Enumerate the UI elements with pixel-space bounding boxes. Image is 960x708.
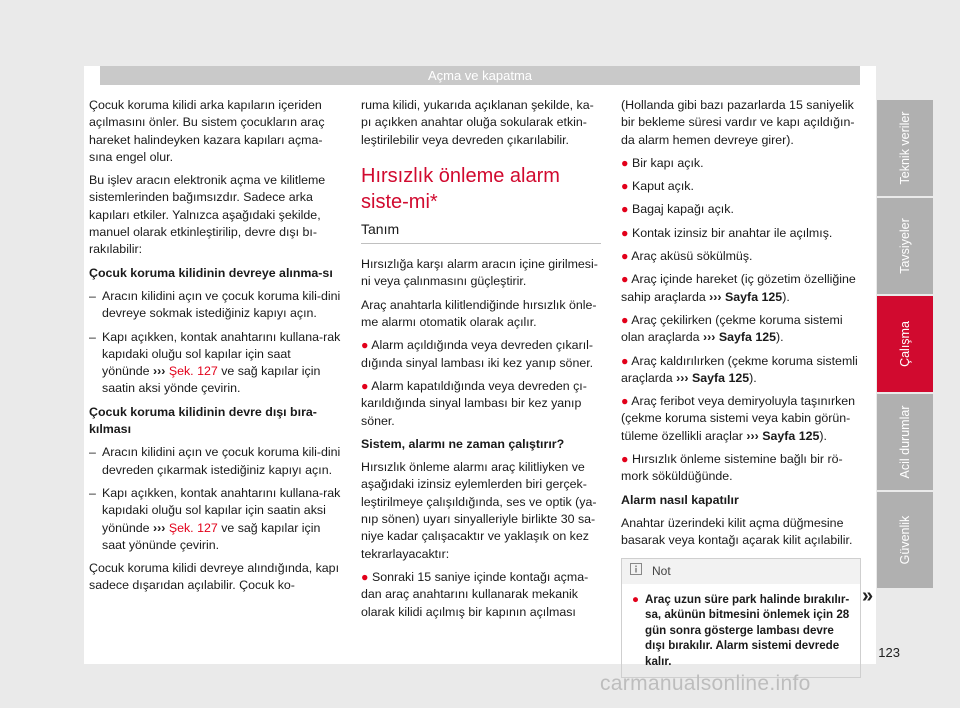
bullet-item: ● Araç aküsü sökülmüş. <box>621 249 753 264</box>
bullet-icon: ● <box>621 249 629 264</box>
step-item: – Kapı açıkken, kontak anahtarını kullana-rak kapıdaki oluğu sol kapılar için saat yönünde ››› Şek. 127 ve sağ kapılar için saatin aksi yönde çevirin. <box>89 329 341 396</box>
figure-link[interactable]: Şek. 127 <box>168 520 218 535</box>
bullet-item: ● Bagaj kapağı açık. <box>621 202 734 217</box>
tab-advice[interactable]: Tavsiyeler <box>877 198 933 294</box>
bullet-icon: ● <box>632 592 640 606</box>
figure-link[interactable]: Şek. 127 <box>168 364 218 379</box>
bullet-item: ● Araç feribot veya demiryoluyla taşınırken (çekme koruma sistemi veya kabin görün-tüleme özellikli araçlar ››› Sayfa 125). <box>621 394 856 443</box>
bullet-item: ● Bir kapı açık. <box>621 155 704 170</box>
reference-arrow-icon: ››› <box>676 370 689 385</box>
bullet-item: ● Araç içinde hareket (iç gözetim özelliğine sahip araçlarda ››› Sayfa 125). <box>621 272 856 304</box>
reference-arrow-icon: ››› <box>702 330 716 345</box>
paragraph: Bu işlev aracın elektronik açma ve kilitleme sistemlerinden bağımsızdır. Sadece arka kapıları etkiler. Yalnızca aşağıdaki şekilde, manuel olarak etkinleştirilip, devre dışı bı-rakılabilir: <box>89 173 326 257</box>
bullet-icon: ● <box>361 338 369 353</box>
bullet-icon: ● <box>621 353 629 368</box>
subheading: Çocuk koruma kilidinin devreye alınma-sı <box>89 265 333 280</box>
column-1 <box>89 97 341 601</box>
step-item: – Kapı açıkken, kontak anahtarını kullana-rak kapıdaki oluğu sol kapılar için saatin aksi yönünde ››› Şek. 127 ve sağ kapılar için saat yönünde çevirin. <box>89 485 341 552</box>
page-link[interactable]: Sayfa 125 <box>725 289 783 304</box>
page-link[interactable]: Sayfa 125 <box>718 330 776 345</box>
paragraph: Çocuk koruma kilidi devreye alındığında, kapı sadece dışarıdan açılabilir. Çocuk ko- <box>89 561 340 593</box>
info-icon <box>630 563 642 580</box>
bullet-icon: ● <box>621 155 629 170</box>
bullet-icon: ● <box>621 452 629 467</box>
column-3 <box>621 97 861 678</box>
bullet-item: ● Hırsızlık önleme sistemine bağlı bir rö-mork söküldüğünde. <box>621 452 843 484</box>
bullet-icon: ● <box>621 272 629 287</box>
subheading: Sistem, alarmı ne zaman çalıştırır? <box>361 436 565 451</box>
bullet-icon: ● <box>621 312 629 327</box>
bullet-icon: ● <box>361 378 369 393</box>
bullet-icon: ● <box>361 569 369 584</box>
subheading: Alarm nasıl kapatılır <box>621 492 739 507</box>
page-link[interactable]: Sayfa 125 <box>762 428 820 443</box>
bullet-item: ● Araç kaldırılırken (çekme koruma sistemli araçlarda ››› Sayfa 125). <box>621 353 858 385</box>
note-body <box>622 584 860 678</box>
bullet-icon: ● <box>621 179 629 194</box>
note-box <box>621 558 861 679</box>
paragraph: Hırsızlık önleme alarmı araç kilitliyken ve aşağıdaki izinsiz eylemlerden biri gerçek-leştirilmeye çalışıldığında, ses ve optik (ya-nıp sönen) uyarı sinyalleriyle birlikte 30 sa-niye kadar çalışacaktır ve yaklaşık on kez tekrarlayacaktır: <box>361 460 597 561</box>
reference-arrow-icon: ››› <box>746 428 759 443</box>
page-number: 123 <box>878 645 900 660</box>
column-2 <box>361 97 601 627</box>
reference-arrow-icon: ››› <box>152 364 166 379</box>
reference-arrow-icon: ››› <box>152 520 166 535</box>
paragraph: Anahtar üzerindeki kilit açma düğmesine basarak veya kontağı açarak kilit açılabilir. <box>621 515 853 548</box>
paragraph: Hırsızlığa karşı alarm aracın içine girilmesi-ni veya çalınmasını güçleştirir. <box>361 257 598 289</box>
tab-operation[interactable]: Çalışma <box>877 296 933 392</box>
section-title: Hırsızlık önleme alarm siste-mi* <box>361 164 560 213</box>
reference-arrow-icon: ››› <box>709 289 722 304</box>
section-subtitle: Tanım <box>361 221 601 244</box>
tab-technical-data[interactable]: Teknik veriler <box>877 100 933 196</box>
bullet-icon: ● <box>621 394 629 409</box>
page-header: Açma ve kapatma <box>100 66 860 85</box>
bullet-icon: ● <box>621 225 629 240</box>
bullet-item: ● Alarm kapatıldığında veya devreden çı-karıldığında sinyal lambası bir kez yanıp söner. <box>361 378 587 428</box>
bullet-item: ● Alarm açıldığında veya devreden çıkarıl-dığında sinyal lambası iki kez yanıp söner. <box>361 338 594 370</box>
note-header <box>622 559 860 584</box>
subheading: Çocuk koruma kilidinin devre dışı bıra-kılması <box>89 404 317 437</box>
tab-safety[interactable]: Güvenlik <box>877 492 933 588</box>
paragraph: (Hollanda gibi bazı pazarlarda 15 saniyelik bir bekleme süresi vardır ve kapı açıldığın-da alarm hemen devreye girer). <box>621 98 855 147</box>
paragraph: Çocuk koruma kilidi arka kapıların içeriden açılmasını önler. Bu sistem çocukların araç hareket halindeyken kazara kapıları açma-sına engel olur. <box>89 98 325 164</box>
continue-arrow-icon: » <box>862 585 874 607</box>
step-item: – Aracın kilidini açın ve çocuk koruma kili-dini devreye sokmak istediğiniz kapıyı açın. <box>89 288 341 321</box>
step-item: – Aracın kilidini açın ve çocuk koruma kili-dini devreden çıkarmak istediğiniz kapıyı açın. <box>89 445 341 477</box>
tab-emergencies[interactable]: Acil durumlar <box>877 394 933 490</box>
note-label: Not <box>652 563 671 578</box>
bullet-item: ● Araç çekilirken (çekme koruma sistemi olan araçlarda ››› Sayfa 125). <box>621 312 843 345</box>
watermark: carmanualsonline.info <box>600 672 811 695</box>
paragraph: ruma kilidi, yukarıda açıklanan şekilde, ka-pı açıkken anahtar oluğa sokularak etkin-leştirilebilir veya devreden çıkarılabilir. <box>361 98 594 147</box>
bullet-item: ● Kaput açık. <box>621 179 694 194</box>
bullet-icon: ● <box>621 202 629 217</box>
page-link[interactable]: Sayfa 125 <box>691 370 750 385</box>
paragraph: Araç anahtarla kilitlendiğinde hırsızlık önle-me alarmı otomatik olarak açılır. <box>361 297 597 330</box>
note-text: Araç uzun süre park halinde bırakılır-sa, akünün bitmesini önlemek için 28 gün sonra gösterge lambası devre dışı bırakılır. Alarm sistemi devrede kalır. <box>645 592 850 668</box>
bullet-item: ● Sonraki 15 saniye içinde kontağı açma-dan araç anahtarını kullanarak mekanik olarak kilidi açılmış bir kapının açılması <box>361 569 589 619</box>
bullet-item: ● Kontak izinsiz bir anahtar ile açılmış. <box>621 225 833 240</box>
